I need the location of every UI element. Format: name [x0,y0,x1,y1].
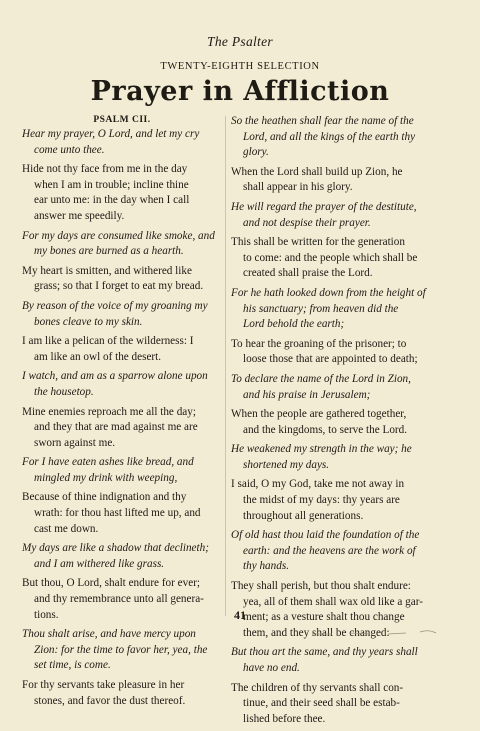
verse-line: My days are like a shadow that declineth; [22,542,209,555]
verse-line: stones, and favor the dust thereof. [34,694,186,707]
verse-line: earth: and the heavens are the work of [243,544,416,557]
response-verse [231,114,432,161]
verse-line: To hear the groaning of the prisoner; to [231,337,407,350]
verse [22,678,222,709]
verse-line: ment; as a vesture shalt thou change [243,611,405,624]
verse-line: and not despise their prayer. [243,216,371,229]
verse-line: thy hands. [243,560,289,573]
verse [231,407,432,438]
verse-line: glory. [243,146,269,159]
verse-line: tions. [34,608,59,621]
verse-line: Zion: for the time to favor her, yea, the [34,643,208,656]
verse-line: shortened my days. [243,458,330,471]
verse-line: yea, all of them shall wax old like a gar- [243,595,423,608]
verse-line: sworn against me. [34,436,116,449]
verse-line: Thou shalt arise, and have mercy upon [22,628,196,641]
selection-heading: TWENTY-EIGHTH SELECTION [160,61,320,72]
verse-line: To declare the name of the Lord in Zion, [231,372,411,385]
verse-line: But thou art the same, and thy years shall [231,646,418,659]
verse [231,477,432,524]
response-verse [231,372,432,403]
verse [231,681,432,728]
response-verse [22,541,222,572]
verse-line: But thou, O Lord, shalt endure for ever; [22,577,201,590]
verse-line: created shall praise the Lord. [243,267,373,280]
verse-line: grass; so that I forget to eat my bread. [34,280,204,293]
verse-line: When the Lord shall build up Zion, he [231,165,403,178]
verse-line: and thy remembrance unto all genera- [34,593,204,606]
response-verse [231,442,432,473]
response-verse [22,627,222,674]
verse-line: the midst of my days: thy years are [243,494,400,507]
verse-line: to come: and the people which shall be [243,251,418,264]
verse [22,334,222,365]
verse-line: mingled my drink with weeping, [34,471,178,484]
response-verse [22,455,222,486]
verse-line: My heart is smitten, and withered like [22,264,192,277]
response-verse [22,229,222,260]
verse-line: Lord, and all the kings of the earth thy [243,130,416,143]
response-verse [22,369,222,400]
right-column [231,114,432,731]
verse-line: throughout all generations. [243,509,364,522]
verse [22,264,222,295]
verse-line: have no end. [243,662,300,674]
verse-line: shall appear in his glory. [243,181,353,194]
verse-line: So the heathen shall fear the name of the [231,115,414,127]
verse-line: come unto thee. [34,143,105,156]
verse-line: For he hath looked down from the height of [231,286,426,299]
verse-line: my bones are burned as a hearth. [34,245,184,258]
verse-line: The children of thy servants shall con- [231,681,404,694]
verse-line: and they that are mad against me are [34,421,198,434]
response-verse [231,645,432,676]
verse [22,405,222,452]
verse-line: and the kingdoms, to serve the Lord. [243,423,408,436]
response-verse [231,528,432,575]
response-verse [22,299,222,330]
verse-line: am like an owl of the desert. [34,350,162,363]
verse-line: This shall be written for the generation [231,236,405,249]
verse-line: He will regard the prayer of the destitute, [231,200,417,213]
column-divider [225,116,226,616]
verse [231,235,432,282]
verse-line: cast me down. [34,522,99,535]
response-verse [231,200,432,231]
verse-line: them, and they shall be changed: [243,626,390,639]
verse-line: Hide not thy face from me in the day [22,163,188,176]
verse-line: Of old hast thou laid the foundation of the [231,529,420,542]
verse-line: his sanctuary; from heaven did the [243,302,399,315]
running-head: The Psalter [207,34,273,49]
verse-line: when I am in trouble; incline thine [34,178,189,191]
verse-line: and his praise in Jerusalem; [243,388,371,401]
page-number: 41 [234,608,246,622]
verse-line: Because of thine indignation and thy [22,491,187,504]
verse-line: Lord behold the earth; [243,318,345,331]
verse-line: He weakened my strength in the way; he [231,443,412,456]
verse-line: loose those that are appointed to death; [243,353,418,366]
response-verse [231,286,432,333]
verse-line: and I am withered like grass. [34,557,165,570]
verse-line: I am like a pelican of the wilderness: I [22,335,194,348]
verse-line: For my days are consumed like smoke, and [22,229,215,242]
verse-line: the housetop. [34,385,94,398]
verse-line: Hear my prayer, O Lord, and let my cry [22,128,200,140]
verse [231,165,432,196]
verse-line: bones cleave to my skin. [34,315,143,328]
page-title: Prayer in Affliction [90,76,390,107]
verse-line: For I have eaten ashes like bread, and [22,456,194,469]
verse-line: I watch, and am as a sparrow alone upon [22,370,208,383]
verse-line: tinue, and their seed shall be estab- [243,697,400,710]
verse-line: answer me speedily. [34,209,125,222]
verse-line: I said, O my God, take me not away in [231,478,405,491]
left-column [22,114,222,713]
pencil-mark [310,628,450,638]
verse-line: wrath: for thou hast lifted me up, and [34,507,201,520]
verse-line: Mine enemies reproach me all the day; [22,405,196,418]
response-verse [22,127,222,158]
psalm-number: PSALM CII. [93,115,151,125]
verse-line: For thy servants take pleasure in her [22,679,185,691]
verse-line: lished before thee. [243,712,326,725]
verse [22,490,222,537]
verse [22,162,222,224]
verse-line: They shall perish, but thou shalt endure: [231,580,411,593]
verse-line: When the people are gathered together, [231,408,407,421]
verse-line: ear unto me: in the day when I call [34,194,190,207]
verse-line: set time, is come. [34,659,111,672]
verse [231,337,432,368]
verse-line: By reason of the voice of my groaning my [22,299,208,312]
